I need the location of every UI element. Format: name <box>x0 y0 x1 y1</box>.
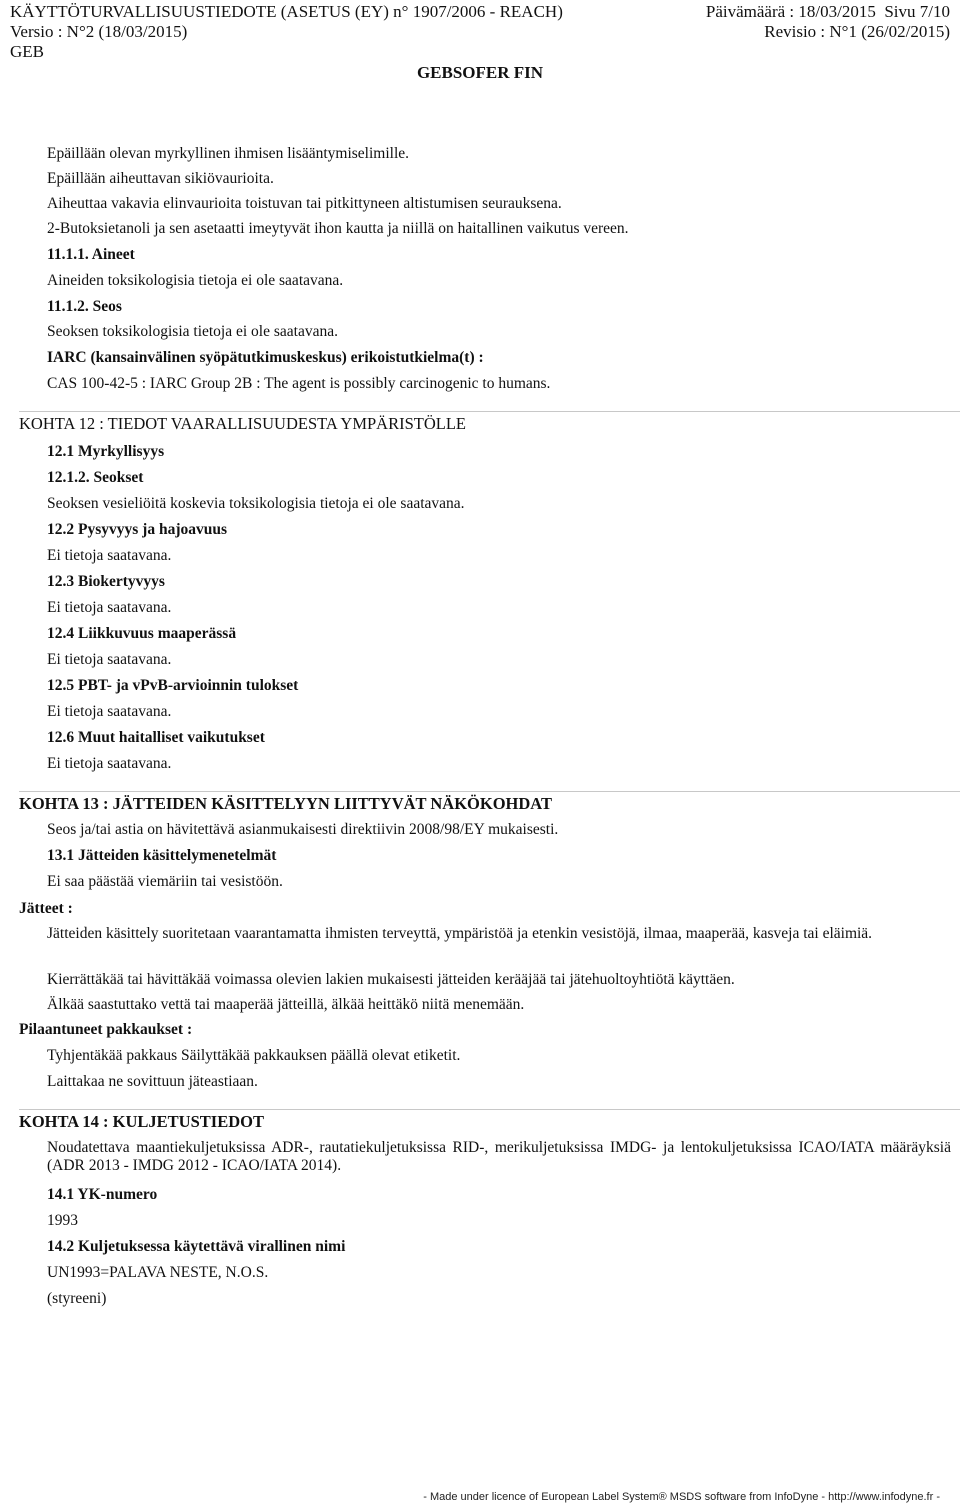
page-number: Sivu 7/10 <box>884 2 950 21</box>
subsection-text: Seoksen toksikologisia tietoja ei ole saatavana. <box>47 323 338 340</box>
hazard-statement: 2-Butoksietanoli ja sen asetaatti imeytyvät ihon kautta ja niillä on haitallinen vaikutus vereen. <box>47 220 629 237</box>
subsection-heading: 14.1 YK-numero <box>47 1186 158 1203</box>
footer-text: - Made under licence of European Label System® MSDS software from InfoDyne - http://www.infodyne.fr - <box>423 1491 940 1503</box>
packaging-text: Tyhjentäkää pakkaus Säilyttäkää pakkauksen päällä olevat etiketit. <box>47 1047 461 1064</box>
document-title: KÄYTTÖTURVALLISUUSTIEDOTE (ASETUS (EY) n° 1907/2006 - REACH) <box>10 2 563 21</box>
packaging-heading: Pilaantuneet pakkaukset : <box>19 1021 193 1038</box>
subsection-text: Ei tietoja saatavana. <box>47 651 172 668</box>
iarc-heading: IARC (kansainvälinen syöpätutkimuskeskus) erikoistutkielma(t) : <box>47 349 484 366</box>
revision-label: Revisio : N°1 (26/02/2015) <box>764 22 950 41</box>
section-text: Noudatettava maantiekuljetuksissa ADR-, rautatiekuljetuksissa RID-, merikuljetuksissa IMDG- ja lentokuljetuksissa ICAO/IATA määräyksiä (ADR 2013 - IMDG 2012 - ICAO/IATA 2014). <box>47 1139 951 1174</box>
subsection-heading: 12.6 Muut haitalliset vaikutukset <box>47 729 265 746</box>
hazard-statement: Epäillään olevan myrkyllinen ihmisen lisääntymiselimille. <box>47 145 410 162</box>
waste-text: Älkää saastuttako vettä tai maaperää jätteillä, älkää heittäkö niitä menemään. <box>47 996 525 1013</box>
iarc-text: CAS 100-42-5 : IARC Group 2B : The agent is possibly carcinogenic to humans. <box>47 375 551 392</box>
packaging-text: Laittakaa ne sovittuun jäteastiaan. <box>47 1073 258 1090</box>
section-13-title: KOHTA 13 : JÄTTEIDEN KÄSITTELYYN LIITTYVÄT NÄKÖKOHDAT <box>19 794 553 813</box>
version-label: Versio : N°2 (18/03/2015) <box>10 22 188 41</box>
subsection-text: Aineiden toksikologisia tietoja ei ole saatavana. <box>47 272 344 289</box>
subsection-heading: 12.4 Liikkuvuus maaperässä <box>47 625 237 642</box>
section-divider <box>19 1109 960 1110</box>
subsection-text: Ei tietoja saatavana. <box>47 547 172 564</box>
section-14-title: KOHTA 14 : KULJETUSTIEDOT <box>19 1112 264 1131</box>
section-divider <box>19 791 960 792</box>
subsection-text: Ei tietoja saatavana. <box>47 599 172 616</box>
document-date: Päivämäärä : 18/03/2015 <box>705 2 876 21</box>
section-text: Seos ja/tai astia on hävitettävä asianmukaisesti direktiivin 2008/98/EY mukaisesti. <box>47 821 559 838</box>
subsection-heading: 12.1 Myrkyllisyys <box>47 443 165 460</box>
section-12-title: KOHTA 12 : TIEDOT VAARALLISUUDESTA YMPÄRISTÖLLE <box>19 414 466 433</box>
subsection-text: Ei saa päästää viemäriin tai vesistöön. <box>47 873 283 890</box>
subsection-heading: 12.3 Biokertyvyys <box>47 573 165 590</box>
document-header <box>10 0 950 88</box>
shipping-name: UN1993=PALAVA NESTE, N.O.S. <box>47 1264 269 1281</box>
subsection-heading: 14.2 Kuljetuksessa käytettävä virallinen nimi <box>47 1238 346 1255</box>
product-name: GEBSOFER FIN <box>416 63 544 82</box>
subsection-heading: 11.1.2. Seos <box>47 298 122 315</box>
waste-text: Kierrättäkää tai hävittäkää voimassa olevien lakien mukaisesti jätteiden kerääjää tai jätehuoltoyhtiötä käyttäen. <box>47 971 735 988</box>
subsection-heading: 11.1.1. Aineet <box>47 246 135 263</box>
waste-text: Jätteiden käsittely suoritetaan vaarantamatta ihmisten terveyttä, ympäristöä ja etenkin vesistöjä, ilmaa, maaperää, kasveja tai eläimiä. <box>47 925 873 942</box>
shipping-name-detail: (styreeni) <box>47 1290 107 1307</box>
company-code: GEB <box>10 42 44 61</box>
subsection-heading: 13.1 Jätteiden käsittelymenetelmät <box>47 847 277 864</box>
subsection-text: Ei tietoja saatavana. <box>47 755 172 772</box>
date-and-page <box>706 2 950 22</box>
subsection-text: Ei tietoja saatavana. <box>47 703 172 720</box>
section-divider <box>19 411 960 412</box>
un-number: 1993 <box>47 1212 78 1229</box>
waste-heading: Jätteet : <box>19 900 73 917</box>
subsection-heading: 12.1.2. Seokset <box>47 469 144 486</box>
hazard-statement: Epäillään aiheuttavan sikiövaurioita. <box>47 170 274 187</box>
subsection-heading: 12.2 Pysyvyys ja hajoavuus <box>47 521 227 538</box>
hazard-statement: Aiheuttaa vakavia elinvaurioita toistuvan tai pitkittyneen altistumisen seurauksena. <box>47 195 562 212</box>
subsection-text: Seoksen vesieliöitä koskevia toksikologisia tietoja ei ole saatavana. <box>47 495 465 512</box>
subsection-heading: 12.5 PBT- ja vPvB-arvioinnin tulokset <box>47 677 299 694</box>
